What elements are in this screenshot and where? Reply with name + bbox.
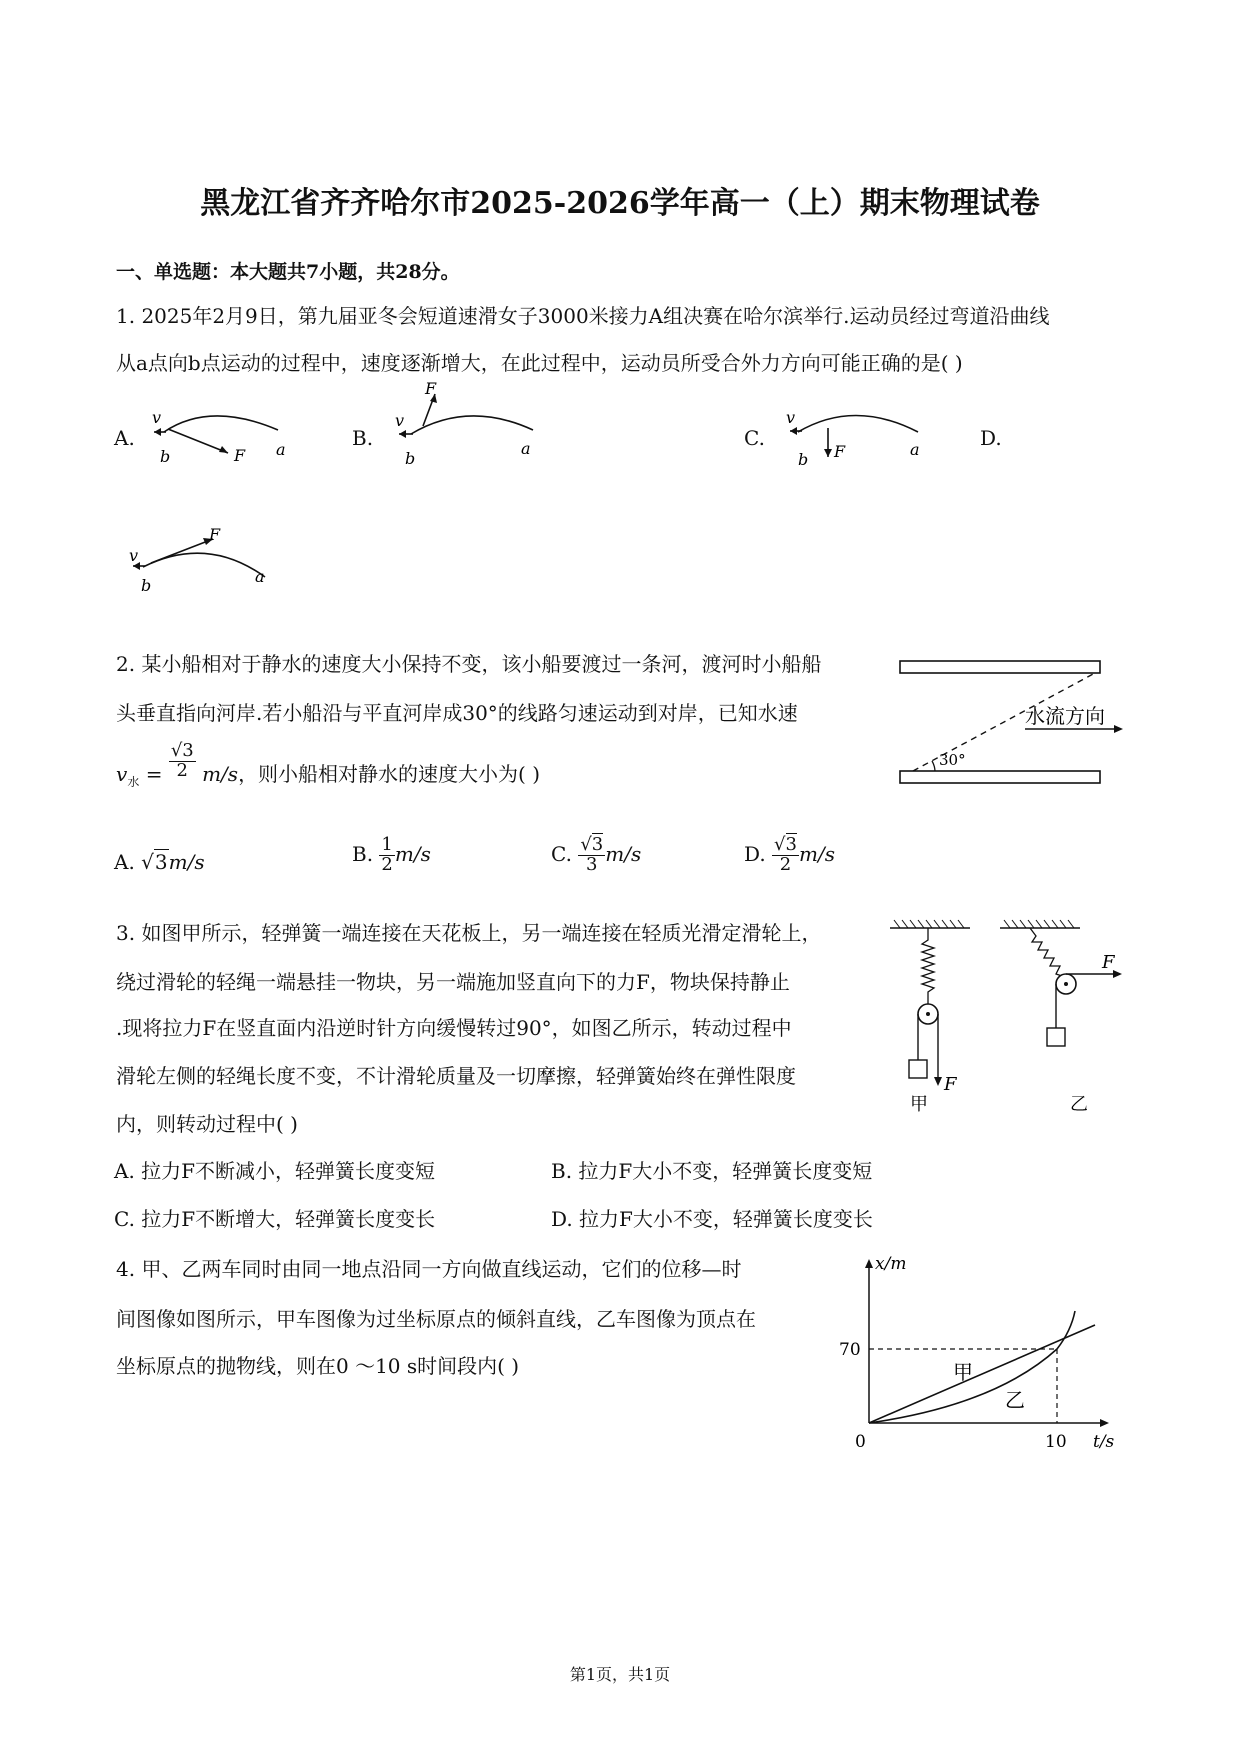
q1-option-c-label: C. bbox=[744, 426, 765, 450]
q3-line3: .现将拉力F在竖直面内沿逆时针方向缓慢转过90°，如图乙所示，转动过程中 bbox=[116, 1016, 792, 1040]
svg-text:F: F bbox=[425, 380, 437, 398]
series-yi-label: 乙 bbox=[1005, 1388, 1025, 1412]
svg-text:v: v bbox=[395, 411, 405, 430]
svg-text:b: b bbox=[405, 449, 416, 468]
svg-text:F: F bbox=[834, 442, 846, 461]
q2-river-figure bbox=[895, 655, 1135, 795]
svg-text:v: v bbox=[786, 408, 796, 427]
svg-text:b: b bbox=[141, 576, 152, 595]
q4-xt-graph bbox=[835, 1255, 1135, 1455]
q3-line5: 内，则转动过程中( ) bbox=[116, 1112, 298, 1136]
q3-option-d: D. 拉力F大小不变，轻弹簧长度变长 bbox=[551, 1207, 873, 1231]
svg-text:F: F bbox=[209, 525, 221, 544]
q3-option-b: B. 拉力F大小不变，轻弹簧长度变短 bbox=[551, 1159, 873, 1183]
q3-line1: 3. 如图甲所示，轻弹簧一端连接在天花板上，另一端连接在轻质光滑定滑轮上， bbox=[116, 921, 822, 945]
q4-line3: 坐标原点的抛物线，则在0 ～10 s时间段内( ) bbox=[116, 1354, 520, 1378]
q1-line2: 从a点向b点运动的过程中，速度逐渐增大，在此过程中，运动员所受合外力方向可能正确的是( ) bbox=[116, 351, 963, 375]
figure-jia-label: 甲 bbox=[910, 1094, 928, 1115]
q2-option-b: B. $\frac{1}{2}$ m/s bbox=[352, 834, 431, 875]
q2-option-d: D. $\frac{√3}{2}$ m/s bbox=[744, 834, 835, 875]
section-heading: 一、单选题：本大题共7小题，共28分。 bbox=[116, 261, 460, 283]
series-jia-label: 甲 bbox=[953, 1360, 973, 1384]
x-tick-10: 10 bbox=[1045, 1432, 1067, 1452]
angle-label: 30° bbox=[939, 751, 966, 769]
q2-line1: 2. 某小船相对于静水的速度大小保持不变，该小船要渡过一条河，渡河时小船船 bbox=[116, 652, 822, 676]
q2-option-a: A. √3m/s bbox=[114, 850, 205, 874]
q3-option-c: C. 拉力F不断增大，轻弹簧长度变长 bbox=[114, 1207, 436, 1231]
page-footer: 第1页，共1页 bbox=[569, 1665, 671, 1684]
fig-label-a: a bbox=[276, 440, 286, 459]
svg-text:a: a bbox=[521, 439, 531, 458]
q1-figure-d bbox=[127, 525, 277, 595]
q3-spring-figures bbox=[880, 918, 1140, 1118]
svg-text:F: F bbox=[1102, 952, 1115, 973]
flow-direction-label: 水流方向 bbox=[1025, 704, 1105, 728]
q1-option-b-label: B. bbox=[352, 426, 374, 450]
svg-text:F: F bbox=[944, 1074, 957, 1095]
q4-line1: 4. 甲、乙两车同时由同一地点沿同一方向做直线运动，它们的位移—时 bbox=[116, 1257, 742, 1281]
fig-label-v: v bbox=[152, 408, 162, 427]
svg-text:b: b bbox=[798, 450, 809, 469]
q2-option-c: C. $\frac{√3}{3}$ m/s bbox=[551, 834, 642, 875]
q1-option-d-label: D. bbox=[980, 426, 1002, 450]
q1-option-a-label: A. bbox=[114, 426, 135, 450]
q3-line2: 绕过滑轮的轻绳一端悬挂一物块，另一端施加竖直向下的力F，物块保持静止 bbox=[116, 970, 790, 994]
q3-option-a: A. 拉力F不断减小，轻弹簧长度变短 bbox=[114, 1159, 436, 1183]
q4-line2: 间图像如图所示，甲车图像为过坐标原点的倾斜直线，乙车图像为顶点在 bbox=[116, 1307, 756, 1331]
q1-figure-a bbox=[150, 405, 290, 465]
y-axis-label: x/m bbox=[875, 1255, 907, 1274]
q2-line3: $v_水$ = $\frac{√3}{2}$ m/s，则小船相对静水的速度大小为( ) bbox=[116, 740, 541, 789]
svg-text:a: a bbox=[910, 440, 920, 459]
q1-figure-b bbox=[393, 380, 543, 470]
figure-yi-label: 乙 bbox=[1070, 1094, 1088, 1115]
svg-text:v: v bbox=[129, 546, 139, 565]
q1-line1: 1. 2025年2月9日，第九届亚冬会短道速滑女子3000米接力A组决赛在哈尔滨举行.运动员经过弯道沿曲线 bbox=[116, 304, 1050, 328]
q1-figure-c bbox=[784, 405, 934, 470]
origin-label: 0 bbox=[855, 1432, 866, 1452]
q3-line4: 滑轮左侧的轻绳长度不变，不计滑轮质量及一切摩擦，轻弹簧始终在弹性限度 bbox=[116, 1064, 796, 1088]
fig-label-b: b bbox=[160, 447, 171, 465]
page-title: 黑龙江省齐齐哈尔市2025-2026学年高一（上）期末物理试卷 bbox=[200, 186, 1040, 221]
svg-text:a: a bbox=[255, 567, 265, 586]
fig-label-F: F bbox=[234, 446, 246, 465]
x-axis-label: t/s bbox=[1093, 1432, 1115, 1452]
q2-line2: 头垂直指向河岸.若小船沿与平直河岸成30°的线路匀速运动到对岸，已知水速 bbox=[116, 701, 798, 725]
y-tick-70: 70 bbox=[839, 1340, 861, 1360]
